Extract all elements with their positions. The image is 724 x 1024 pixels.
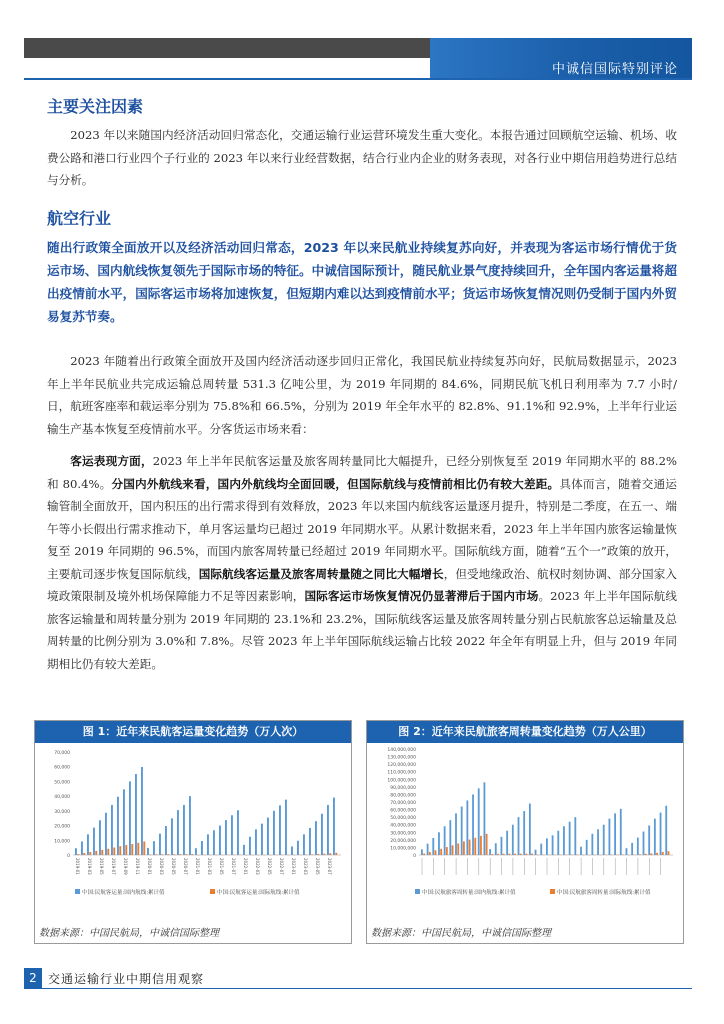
bar-domestic <box>643 832 645 855</box>
bar-domestic <box>81 841 83 855</box>
bar-domestic <box>648 825 650 855</box>
bar-domestic <box>225 820 227 855</box>
bar-domestic <box>87 834 89 855</box>
y-tick-label: 50,000 <box>54 780 70 786</box>
x-tick-label: 2019-09 <box>123 858 128 875</box>
bar-domestic <box>321 814 323 855</box>
bar-domestic <box>563 826 565 855</box>
bar-international <box>125 845 127 855</box>
bar-domestic <box>574 817 576 855</box>
y-tick-label: 110,000,000 <box>387 770 416 776</box>
bar-domestic <box>580 847 582 855</box>
legend-label: 中国:民航客运量:国际航线:累计值 <box>217 890 300 896</box>
bar-domestic <box>552 835 554 855</box>
y-tick-label: 30,000 <box>54 809 70 815</box>
chart-1-plot <box>35 743 351 921</box>
bar-domestic <box>614 813 616 855</box>
bar-international <box>329 853 331 855</box>
p2-bold-2: 国际航线客运量及旅客周转量随之同比大幅增长 <box>198 566 444 581</box>
bar-international <box>480 836 482 855</box>
bar-domestic <box>315 821 317 855</box>
x-tick-label: 2019-11 <box>135 858 140 875</box>
section-title-main-focus: 主要关注因素 <box>47 97 144 116</box>
bar-domestic <box>255 829 257 855</box>
bar-international <box>469 840 471 855</box>
bar-international <box>440 849 442 855</box>
bar-international <box>335 853 337 855</box>
bar-domestic <box>207 834 209 855</box>
bar-international <box>101 850 103 855</box>
y-tick-label: 20,000,000 <box>390 838 416 844</box>
chart-2-plot <box>367 743 683 921</box>
bar-domestic <box>189 796 191 855</box>
x-tick-label: 2020-03 <box>159 858 164 875</box>
legend-label: 中国:民航旅客周转量:国际航线:累计值 <box>557 890 651 896</box>
legend-swatch <box>550 889 555 894</box>
bar-domestic <box>285 800 287 855</box>
chart-1-title: 图 1：近年来民航客运量变化趋势（万人次） <box>35 721 351 743</box>
p2-bold-1: 分国内外航线来看，国内外航线均全面回暖，但国际航线与疫情前相比仍有较大差距。 <box>111 476 560 491</box>
bar-domestic <box>631 843 633 855</box>
bar-domestic <box>449 820 451 855</box>
bar-international <box>486 834 488 855</box>
legend-label: 中国:民航旅客周转量:国内航线:累计值 <box>422 890 516 896</box>
bar-international <box>446 847 448 855</box>
header-badge <box>430 38 692 78</box>
bar-domestic <box>297 841 299 855</box>
bar-international <box>161 854 163 855</box>
bar-domestic <box>243 845 245 855</box>
bar-domestic <box>267 818 269 855</box>
y-tick-label: 100,000,000 <box>387 778 416 784</box>
y-tick-label: 20,000 <box>54 824 70 830</box>
bar-domestic <box>333 798 335 855</box>
x-tick-label: 2020-05 <box>171 858 176 875</box>
bar-domestic <box>546 838 548 855</box>
bar-domestic <box>478 788 480 855</box>
bar-domestic <box>147 848 149 855</box>
bar-domestic <box>279 805 281 855</box>
y-tick-label: 90,000,000 <box>390 785 416 791</box>
x-tick-label: 2021-05 <box>219 858 224 875</box>
bar-international <box>668 851 670 855</box>
header-badge-text: 中诚信国际特别评论 <box>551 62 678 77</box>
bar-domestic <box>603 825 605 855</box>
bar-domestic <box>569 822 571 855</box>
p2-text-3: ，但受地缘政治、航权时刻协调、部分国家入境政策限制及境外机场保障能力不足等因素影响， <box>47 566 677 603</box>
chart-1-source: 数据来源：中国民航局，中诚信国际整理 <box>39 928 219 939</box>
bar-domestic <box>105 813 107 855</box>
bar-international <box>311 854 313 855</box>
bar-domestic <box>427 844 429 855</box>
bar-domestic <box>523 811 525 855</box>
bar-international <box>179 854 181 855</box>
bar-domestic <box>518 817 520 855</box>
bar-domestic <box>432 838 434 855</box>
y-tick-label: 140,000,000 <box>387 748 416 753</box>
bar-domestic <box>484 782 486 855</box>
bar-domestic <box>506 831 508 855</box>
chart-1 <box>34 720 352 944</box>
bar-domestic <box>665 806 667 855</box>
bar-domestic <box>557 831 559 855</box>
x-tick-label: 2021-01 <box>195 858 200 875</box>
bar-international <box>137 843 139 855</box>
bar-international <box>645 854 647 855</box>
x-tick-label: 2023-01 <box>291 858 296 875</box>
bar-international <box>83 853 85 855</box>
y-tick-label: 0 <box>67 854 70 859</box>
bar-international <box>525 854 527 855</box>
bar-domestic <box>609 819 611 855</box>
bar-international <box>77 854 79 855</box>
bar-international <box>463 841 465 855</box>
bar-domestic <box>660 813 662 855</box>
bar-international <box>143 841 145 855</box>
bar-domestic <box>177 810 179 855</box>
bar-domestic <box>586 840 588 855</box>
bar-domestic <box>129 781 131 855</box>
bar-international <box>503 854 505 855</box>
bar-international <box>113 847 115 855</box>
bar-international <box>191 854 193 855</box>
bar-domestic <box>501 837 503 855</box>
bar-domestic <box>637 838 639 855</box>
p2-text-2: 具体而言，随着交通运输管制全面放开，国内积压的出行需求得到有效释放，2023 年以来国内航线客运量逐月提升，特别是二季度，在五一、端午等小长假出行需求推动下，单月客运量均已超过 2019 年同期水平。从累计数据来看，2023 年上半年国内旅客运输量恢复至 2019 年同期的 96.5%，而国内旅客周转量已经超过 2019 年同期水平。国际航线方面，随着“五个一”政策的放开，主要航司逐步恢复国际航线， <box>47 476 677 581</box>
page-number: 2 <box>24 968 42 988</box>
p2-text-4: 。2023 年上半年国际航线旅客运输量和周转量分别为 2019 年同期的 23.1%和 23.2%，国际航线客运量及旅客周转量分别占民航旅客总运输量及总周转量的比例分别为 3.0%和 7.8%。尽管 2023 年上半年国际航线运输占比较 2022 年全年有明显上升，但与 2019 年同期相比仍有较大差距。 <box>47 589 677 671</box>
bar-international <box>435 850 437 855</box>
bar-international <box>89 852 91 855</box>
legend-swatch <box>75 889 80 894</box>
bar-domestic <box>123 789 125 855</box>
x-tick-label: 2021-07 <box>231 858 236 875</box>
y-tick-label: 10,000 <box>54 839 70 845</box>
bar-international <box>429 852 431 855</box>
bar-international <box>497 854 499 855</box>
header-rule <box>24 78 692 80</box>
p2-bold-3: 国际客运市场恢复情况仍显著滞后于国内市场 <box>304 589 539 603</box>
bar-domestic <box>303 834 305 855</box>
bar-domestic <box>291 846 293 855</box>
intro-paragraph: 2023 年以来随国内经济活动回归常态化，交通运输行业运营环境发生重大变化。本报告通过回顾航空运输、机场、收费公路和港口行业四个子行业的 2023 年以来行业经营数据，结合行业内企业的财务表现，对各行业中期信用趋势进行总结与分析。 <box>47 128 677 187</box>
bar-domestic <box>219 826 221 855</box>
x-tick-label: 2021-03 <box>207 858 212 875</box>
bar-domestic <box>309 828 311 855</box>
y-tick-label: 60,000 <box>54 765 70 771</box>
bar-domestic <box>165 826 167 855</box>
bar-international <box>149 854 151 855</box>
bar-international <box>514 854 516 855</box>
bar-international <box>323 854 325 855</box>
x-tick-label: 2020-07 <box>183 858 188 875</box>
bar-international <box>119 846 121 855</box>
bar-international <box>317 854 319 855</box>
chart-2 <box>366 720 684 944</box>
bar-domestic <box>540 844 542 855</box>
bar-domestic <box>535 850 537 855</box>
bar-domestic <box>489 849 491 855</box>
x-tick-label: 2022-07 <box>279 858 284 875</box>
bar-domestic <box>171 818 173 855</box>
bar-domestic <box>591 834 593 855</box>
bar-domestic <box>461 807 463 855</box>
bar-domestic <box>438 832 440 855</box>
legend-swatch <box>415 889 420 894</box>
legend-label: 中国:民航客运量:国内航线:累计值 <box>82 890 165 896</box>
bar-domestic <box>421 849 423 855</box>
bar-international <box>131 844 133 855</box>
y-tick-label: 30,000,000 <box>390 831 416 837</box>
bar-domestic <box>444 826 446 855</box>
bar-domestic <box>93 828 95 855</box>
bar-domestic <box>183 805 185 855</box>
bar-domestic <box>261 824 263 855</box>
footer-rule <box>24 988 692 989</box>
lead-bold: 客运表现方面， <box>70 454 153 468</box>
x-tick-label: 2019-01 <box>75 858 80 875</box>
bar-domestic <box>626 848 628 855</box>
bar-domestic <box>201 841 203 855</box>
bar-domestic <box>512 825 514 855</box>
y-tick-label: 80,000,000 <box>390 793 416 799</box>
bar-international <box>452 845 454 855</box>
bar-international <box>508 854 510 855</box>
bar-domestic <box>153 841 155 855</box>
bar-international <box>520 854 522 855</box>
x-tick-label: 2023-05 <box>315 858 320 875</box>
y-tick-label: 130,000,000 <box>387 755 416 761</box>
bar-domestic <box>159 834 161 855</box>
bar-domestic <box>273 811 275 855</box>
bar-international <box>656 853 658 855</box>
bar-international <box>531 854 533 855</box>
bar-international <box>107 849 109 855</box>
p2-text-1: 2023 年上半年民航客运量及旅客周转量同比大幅提升，已经分别恢复至 2019 年同期水平的 88.2%和 80.4%。 <box>47 454 677 491</box>
x-tick-label: 2019-05 <box>99 858 104 875</box>
bar-international <box>185 854 187 855</box>
bar-international <box>95 851 97 855</box>
aviation-paragraph-1: 2023 年随着出行政策全面放开及国内经济活动逐步回归正常化，我国民航业持续复苏向好，民航局数据显示，2023 年上半年民航业共完成运输总周转量 531.3 亿吨公里，为 2019 年同期的 84.6%，同期民航飞机日利用率为 7.7 小时/日，航班客座率和载运率分别为 75.8%和 66.5%，分别为 2019 年全年水平的 82.8%、91.1%和 92.9%，上半年行业运输生产基本恢复至疫情前水平。分客货运市场来看： <box>47 354 677 436</box>
y-tick-label: 120,000,000 <box>387 763 416 769</box>
legend-swatch <box>210 889 215 894</box>
bar-domestic <box>466 800 468 855</box>
x-tick-label: 2020-01 <box>147 858 152 875</box>
bar-international <box>423 853 425 855</box>
x-tick-label: 2022-03 <box>255 858 260 875</box>
x-tick-label: 2022-01 <box>243 858 248 875</box>
bar-domestic <box>213 830 215 855</box>
bar-international <box>474 838 476 855</box>
bar-domestic <box>237 810 239 855</box>
bar-international <box>155 854 157 855</box>
bar-domestic <box>135 774 137 855</box>
aviation-paragraph-2 <box>47 450 677 675</box>
y-tick-label: 40,000 <box>54 795 70 801</box>
bar-international <box>491 854 493 855</box>
section-title-aviation: 航空行业 <box>47 209 112 228</box>
chart-2-title: 图 2：近年来民航旅客周转量变化趋势（万人公里） <box>367 721 683 743</box>
bar-international <box>167 854 169 855</box>
bar-international <box>639 854 641 855</box>
bar-international <box>662 852 664 855</box>
x-tick-label: 2019-07 <box>111 858 116 875</box>
aviation-highlight: 随出行政策全面放开以及经济活动回归常态，2023 年以来民航业持续复苏向好，并表现为客运市场行情优于货运市场、国内航线恢复领先于国际市场的特征。中诚信国际预计，随民航业景气度持续回升，全年国内客运量将超出疫情前水平，国际客运市场将加速恢复，但短期内难以达到疫情前水平；货运市场恢复情况则仍受制于国内外贸易复苏节奏。 <box>47 240 677 324</box>
y-tick-label: 0 <box>413 854 416 859</box>
bar-domestic <box>529 804 531 855</box>
y-tick-label: 70,000,000 <box>390 801 416 806</box>
y-tick-label: 70,000 <box>54 750 70 756</box>
bar-domestic <box>472 794 474 855</box>
bar-domestic <box>597 829 599 855</box>
bar-domestic <box>455 813 457 855</box>
y-tick-label: 10,000,000 <box>390 846 416 852</box>
bar-domestic <box>99 820 101 855</box>
y-tick-label: 50,000,000 <box>390 816 416 822</box>
x-tick-label: 2023-03 <box>303 858 308 875</box>
bar-international <box>650 853 652 855</box>
x-tick-label: 2019-03 <box>87 858 92 875</box>
x-tick-label: 2023-07 <box>327 858 332 875</box>
bar-domestic <box>141 767 143 855</box>
bar-domestic <box>620 809 622 855</box>
bar-domestic <box>654 819 656 855</box>
footer-title: 交通运输行业中期信用观察 <box>48 972 205 986</box>
bar-domestic <box>75 848 77 855</box>
bar-domestic <box>327 805 329 855</box>
bar-international <box>173 854 175 855</box>
bar-domestic <box>111 805 113 855</box>
x-tick-label: 2022-05 <box>267 858 272 875</box>
bar-domestic <box>249 837 251 855</box>
bar-domestic <box>195 848 197 855</box>
chart-2-source: 数据来源：中国民航局，中诚信国际整理 <box>371 928 551 939</box>
bar-domestic <box>117 797 119 855</box>
bar-international <box>457 843 459 855</box>
bar-domestic <box>495 843 497 855</box>
bar-domestic <box>231 815 233 855</box>
y-tick-label: 60,000,000 <box>390 808 416 814</box>
y-tick-label: 40,000,000 <box>390 823 416 829</box>
